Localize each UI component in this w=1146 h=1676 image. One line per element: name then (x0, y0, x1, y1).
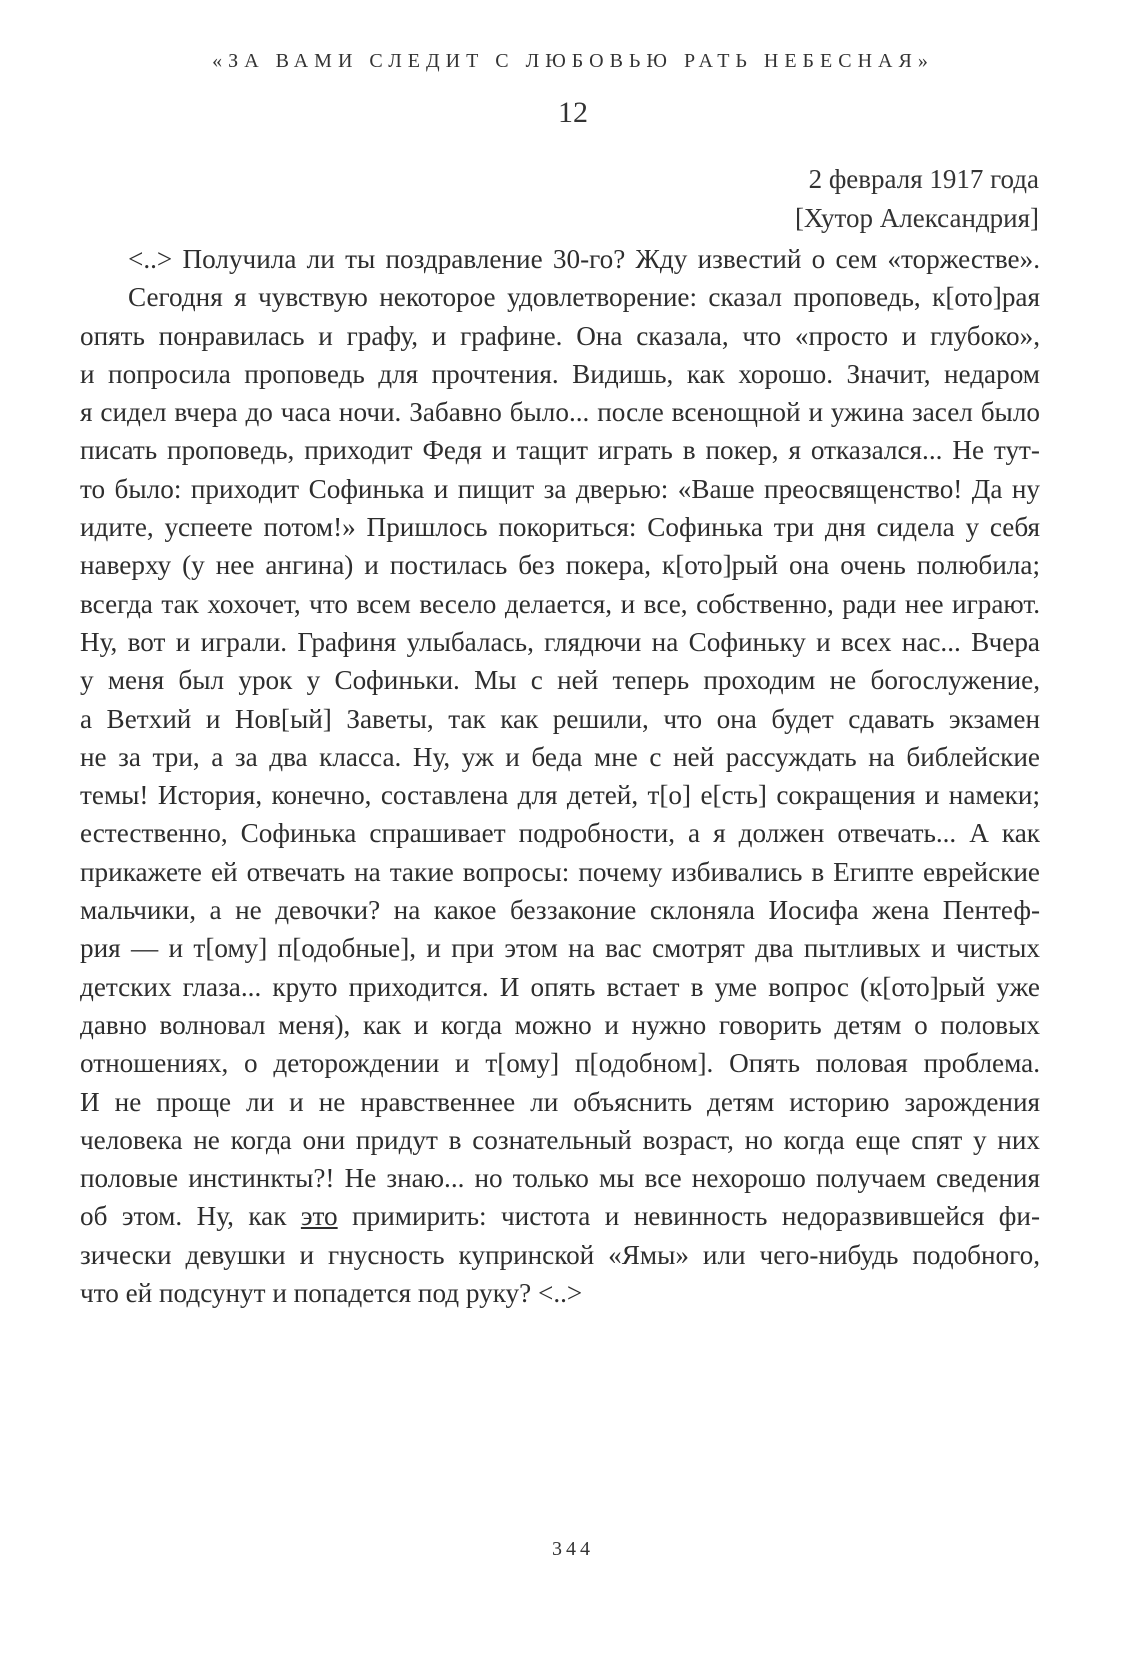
underlined-word: это (300, 1201, 338, 1232)
text-line: идите, успеете потом!» Пришлось покориться: Софинька три дня сидела у себя (80, 512, 1040, 543)
text-fragment: об этом. Ну, как (80, 1201, 301, 1232)
text-fragment: примирить: чистота и невинность недоразвившейся фи- (337, 1201, 1040, 1232)
text-line: зически девушки и гнусность купринской «Ямы» или чего-нибудь подобного, (80, 1239, 1040, 1270)
text-line: мальчики, а не девочки? на какое беззаконие склоняла Иосифа жена Пентеф- (80, 895, 1040, 926)
letter-place: [Хутор Александрия] (794, 203, 1039, 233)
text-line: у меня был урок у Софиньки. Мы с ней теперь проходим не богослужение, (80, 665, 1040, 696)
text-line: темы! История, конечно, составлена для детей, т[о] е[сть] сокращения и намеки; (80, 780, 1040, 811)
text-line: то было: приходит Софинька и пищит за дверью: «Ваше преосвященство! Да ну (80, 473, 1040, 504)
letter-date: 2 февраля 1917 года (808, 164, 1039, 194)
chapter-number: 12 (558, 96, 588, 129)
letter-body (80, 240, 1040, 1312)
text-line: наверху (у нее ангина) и постилась без покера, к[ото]рый она очень полюбила; (80, 550, 1040, 581)
text-line: и попросила проповедь для прочтения. Видишь, как хорошо. Значит, недаром (80, 358, 1040, 389)
text-line: половые инстинкты?! Не знаю... но только мы все нехорошо получаем сведения (80, 1163, 1040, 1194)
text-line: детских глаза... круто приходится. И опять встает в уме вопрос (к[ото]рый уже (80, 971, 1040, 1002)
text-line: естественно, Софинька спрашивает подробности, а я должен отвечать... А как (80, 818, 1040, 849)
text-line: давно волновал меня), как и когда можно и нужно говорить детям о половых (80, 1009, 1040, 1040)
text-line: всегда так хохочет, что всем весело делается, и все, собственно, ради нее играют. (80, 588, 1040, 619)
text-line: Сегодня я чувствую некоторое удовлетворение: сказал проповедь, к[ото]рая (128, 282, 1040, 313)
running-title: «ЗА ВАМИ СЛЕДИТ С ЛЮБОВЬЮ РАТЬ НЕБЕСНАЯ» (212, 50, 934, 72)
text-line: <..> Получила ли ты поздравление 30-го? Жду известий о сем «торжестве». (128, 244, 1040, 274)
text-line: я сидел вчера до часа ночи. Забавно было... после всенощной и ужина засел было (80, 397, 1040, 428)
text-line: И не проще ли и не нравственнее ли объяснить детям историю зарождения (80, 1086, 1040, 1117)
page-number: 344 (552, 1538, 594, 1560)
text-line: прикажете ей отвечать на такие вопросы: почему избивались в Египте еврейские (80, 856, 1040, 887)
text-line: опять понравилась и графу, и графине. Она сказала, что «просто и глубоко», (80, 320, 1040, 351)
text-line: Ну, вот и играли. Графиня улыбалась, глядючи на Софиньку и всех нас... Вчера (80, 626, 1040, 657)
text-line: человека не когда они придут в сознательный возраст, но когда еще спят у них (80, 1124, 1040, 1155)
text-line: а Ветхий и Нов[ый] Заветы, так как решили, что она будет сдавать экзамен (80, 703, 1040, 734)
text-line: рия — и т[ому] п[одобные], и при этом на вас смотрят два пытливых и чистых (80, 933, 1040, 964)
text-line-with-underline (80, 1197, 1040, 1235)
text-line: писать проповедь, приходит Федя и тащит играть в покер, я отказался... Не тут- (80, 435, 1040, 466)
text-line: что ей подсунут и попадется под руку? <..> (80, 1278, 583, 1309)
text-line: не за три, а за два класса. Ну, уж и беда мне с ней рассуждать на библейские (80, 741, 1040, 772)
text-line: отношениях, о деторождении и т[ому] п[одобном]. Опять половая проблема. (80, 1048, 1040, 1079)
